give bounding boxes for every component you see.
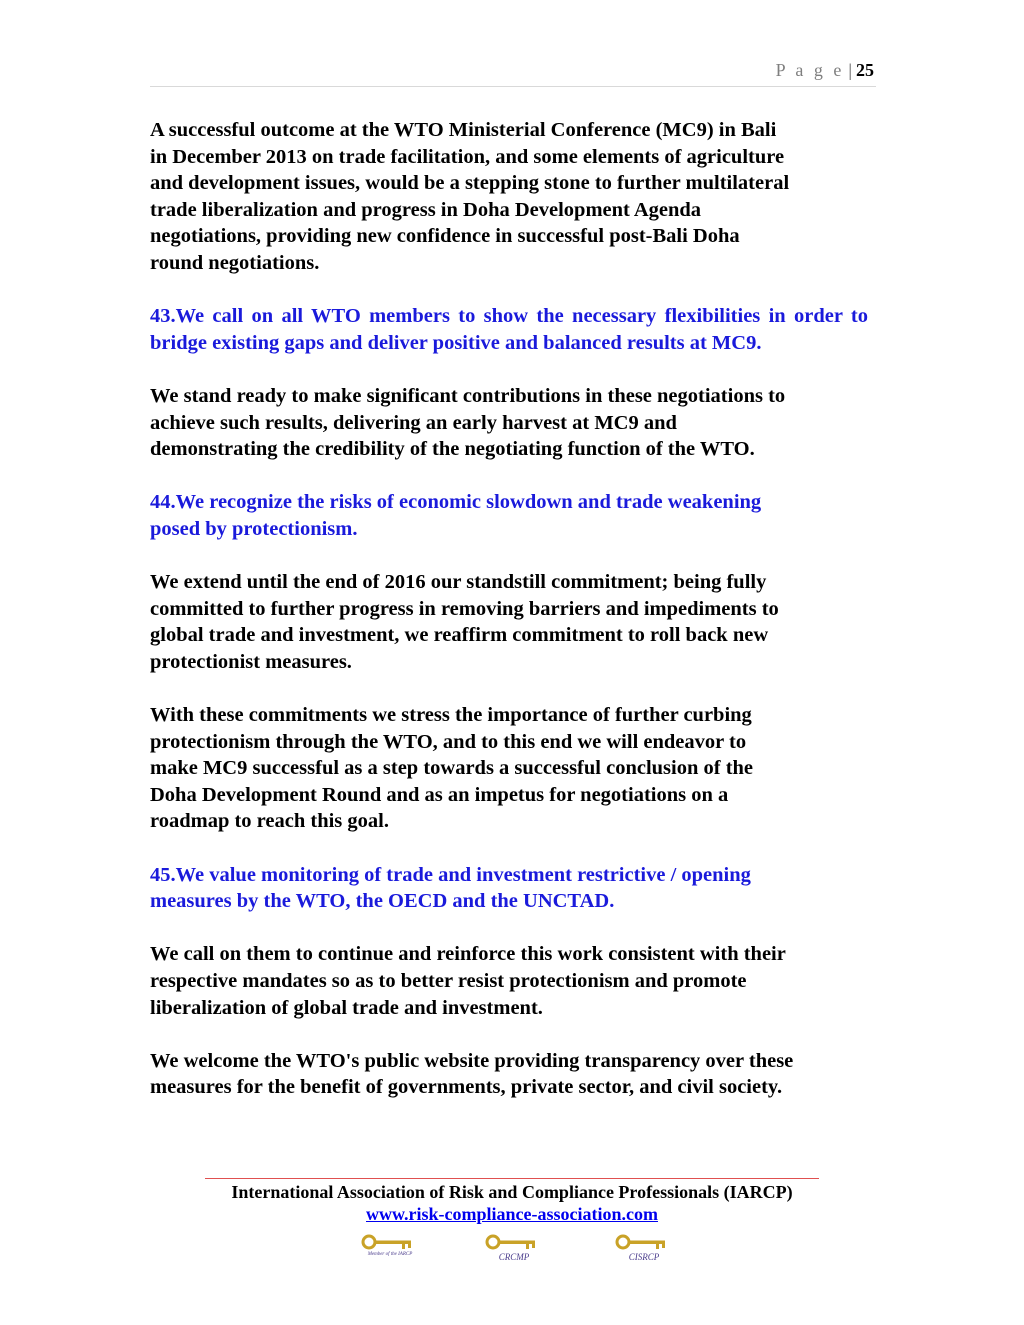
page-number-label [776, 60, 874, 81]
key-logo-icon [360, 1234, 420, 1264]
paragraph-45: 45.We value monitoring of trade and investment restrictive / opening measures by the WTO, the OECD and the UNCTAD. [150, 863, 751, 913]
page-header [150, 58, 876, 87]
paragraph-44: 44.We recognize the risks of economic slowdown and trade weakening posed by protectionism. [150, 491, 762, 540]
page-separator: | [848, 60, 852, 80]
document-body [150, 117, 868, 1128]
logo-caption: CISRCP [628, 1252, 660, 1262]
page-label: P a g e [775, 60, 845, 80]
website-link[interactable]: www.risk-compliance-association.com [366, 1204, 658, 1224]
logo-caption: CRCMP [498, 1252, 530, 1262]
footer-organization: International Association of Risk and Compliance Professionals (IARCP) [231, 1182, 793, 1202]
paragraph-contributions: We stand ready to make significant contributions in these negotiations to achieve such results, delivering an early harvest at MC9 and demonstrating the credibility of the negotiating function of the WTO. [150, 384, 786, 461]
paragraph-reinforce: We call on them to continue and reinforce this work consistent with their respective mandates so as to better resist protectionism and promote liberalization of global trade and investment. [150, 943, 786, 1019]
paragraph-standstill: We extend until the end of 2016 our standstill commitment; being fully committed to further progress in removing barriers and impediments to global trade and investment, we reaffirm commitment to roll back new protectionist measures. [150, 571, 779, 673]
paragraph-43: 43.We call on all WTO members to show the necessary flexibilities in order to bridge existing gaps and deliver positive and balanced results at MC9. [150, 305, 868, 354]
paragraph-website: We welcome the WTO's public website providing transparency over these measures for the benefit of governments, private sector, and civil society. [150, 1049, 794, 1099]
footer-divider [205, 1178, 819, 1179]
key-logo-icon [484, 1234, 544, 1264]
key-logo-icon [614, 1234, 674, 1264]
page-number: 25 [856, 60, 874, 80]
footer-website [150, 1204, 874, 1225]
logo-caption: Member of the IARCP [367, 1252, 413, 1257]
paragraph-mc9-outcome: A successful outcome at the WTO Ministerial Conference (MC9) in Bali in December 2013 on trade facilitation, and some elements of agriculture and development issues, would be a stepping stone to further multilateral trade liberalization and progress in Doha Development Agenda negotiations, providing new confidence in successful post-Bali Doha round negotiations. [150, 119, 790, 274]
paragraph-commitments: With these commitments we stress the importance of further curbing protectionism through the WTO, and to this end we will endeavor to make MC9 successful as a step towards a successful conclusion of the Doha Development Round and as an impetus for negotiations on a roadmap to reach this goal. [150, 704, 754, 833]
